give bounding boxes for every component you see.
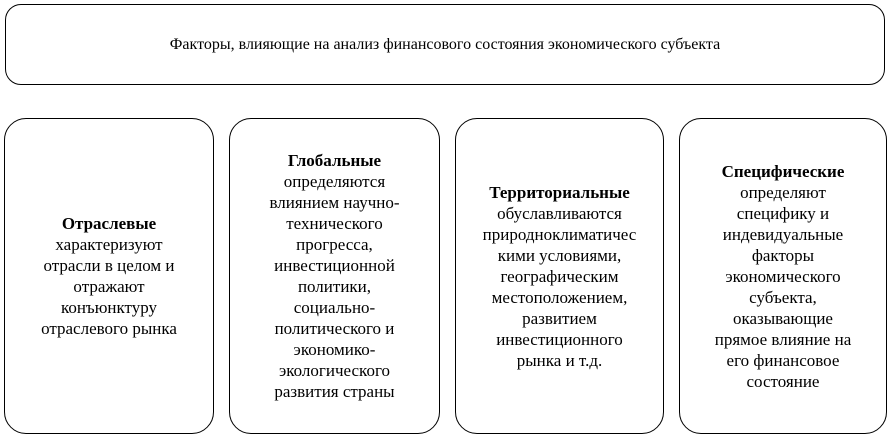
description-line: экономико- [293, 340, 376, 359]
factor-card-title: Глобальные [287, 151, 382, 170]
factor-card-content [269, 150, 399, 402]
description-line: обуславливаются [497, 203, 622, 223]
factor-card-description [41, 234, 177, 339]
description-line: инвестиционной [274, 256, 395, 275]
factor-card-description [483, 203, 637, 371]
factor-card-specific [679, 118, 887, 434]
description-line: факторы [751, 245, 815, 265]
description-line: субъекта, [749, 287, 817, 307]
description-line: отрасли в целом и [43, 256, 175, 275]
factor-card-description [269, 171, 399, 402]
description-line: географическим [500, 266, 619, 286]
factor-card-global [229, 118, 440, 434]
description-line: прямое влияние на [714, 329, 852, 349]
description-line: политического и [274, 319, 395, 338]
description-line: экономического [725, 266, 841, 286]
description-line: отражают [73, 277, 145, 296]
diagram-title: Факторы, влияющие на анализ финансового состояния экономического субъекта [169, 35, 721, 53]
factor-card-territorial [455, 118, 664, 434]
diagram-title-box [5, 4, 885, 85]
factor-card-title: Специфические [721, 161, 845, 181]
description-line: конъюнктуру [60, 298, 158, 317]
factor-card-industry [4, 118, 214, 434]
description-line: отраслевого рынка [41, 319, 177, 338]
description-line: рынка и т.д. [516, 350, 603, 370]
description-line: местоположением, [491, 287, 628, 307]
description-line: оказывающие [733, 308, 833, 328]
description-line: социально- [293, 298, 376, 317]
description-line: развития страны [274, 382, 395, 401]
description-line: характеризуют [55, 235, 163, 254]
description-line: состояние [746, 371, 820, 391]
description-line: экологического [278, 361, 390, 380]
description-line: политики, [297, 277, 372, 296]
description-line: прогресса, [296, 235, 373, 254]
description-line: определяют [740, 182, 826, 202]
description-line: развитием [522, 308, 597, 328]
factor-card-title: Отраслевые [61, 214, 157, 233]
description-line: технического [286, 214, 383, 233]
factor-card-content [41, 213, 177, 339]
description-line: его финансовое [726, 350, 840, 370]
description-line: индевидуальные [722, 224, 844, 244]
factor-card-description [715, 182, 852, 392]
description-line: специфику и [736, 203, 830, 223]
description-line: определяются [283, 172, 386, 191]
description-line: влиянием научно- [269, 193, 400, 212]
factor-card-content [715, 161, 852, 392]
factor-card-content [483, 182, 637, 371]
description-line: инвестиционного [496, 329, 623, 349]
description-line: кими условиями, [497, 245, 622, 265]
factor-card-title: Территориальные [489, 182, 630, 202]
description-line: природноклиматичес [482, 224, 637, 244]
